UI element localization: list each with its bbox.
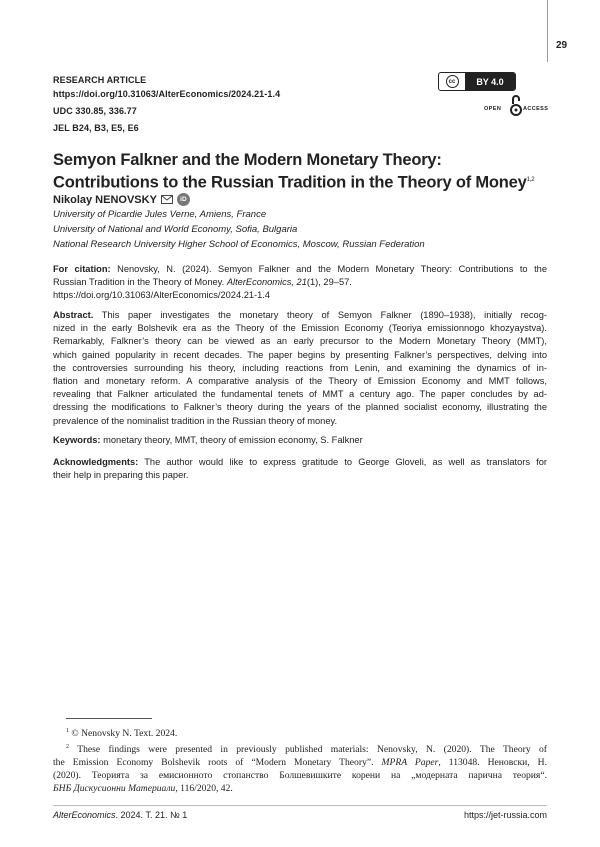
cc-icon: cc [439, 73, 465, 90]
footnote-2-line-3: (2020). Теорията за емисионното стопанство Болшевишките корени на „модерната парична теория“. [53, 770, 547, 782]
citation-journal: AlterEconomics, 21 [226, 277, 307, 288]
affiliation-3: National Research University Higher School of Economics, Moscow, Russian Federation [53, 239, 425, 250]
acknowledgments-label: Acknowledgments: [53, 457, 139, 467]
page-number: 29 [556, 40, 568, 51]
footer-issue: . 2024. Т. 21. № 1 [115, 810, 188, 820]
abstract-line-5: the controversies surrounding his theory, including reactions from Lenin, and examining the dynamics of in- [53, 362, 547, 373]
abstract-line-9: prevalence of the nominalist tradition in the Russian theory of money. [53, 415, 338, 426]
open-access-lock-icon [510, 94, 522, 118]
footnote-2-bnb: БНБ Дискусионни Материали [53, 783, 176, 795]
footnote-1-text: © Nenovsky N. Text. 2024. [71, 728, 178, 740]
footnote-2 [53, 741, 547, 795]
abstract-line-3: Remarkably, Falkner’s theory can be viewed as an early precursor to the Modern Monetary Theory (MMT), [53, 336, 547, 347]
keywords-text: monetary theory, MMT, theory of emission economy, S. Falkner [103, 435, 363, 445]
footer-journal [53, 810, 187, 820]
abstract-line-6: flation and monetary reform. A comparative analysis of the Theory of Emission Economy and MMT follows, [53, 376, 547, 387]
open-access-right: ACCESS [523, 106, 549, 112]
open-access-logo [484, 94, 548, 118]
title-line-2: Contributions to the Russian Tradition in the Theory of Money [53, 173, 527, 192]
acknowledgments-line-1: The author would like to express gratitude to George Gloveli, as well as translators for [144, 457, 548, 467]
email-icon[interactable] [161, 195, 173, 204]
affiliation-2: University of National and World Economy, Sofia, Bulgaria [53, 224, 298, 235]
affiliation-1: University of Picardie Jules Verne, Amiens, France [53, 209, 267, 220]
jel-code: JEL B24, B3, E5, E6 [53, 123, 139, 133]
citation-line-2b: (1), 29–57. [306, 277, 352, 288]
title-footnote-marks: 1,2 [526, 177, 535, 183]
page-number-rule [547, 0, 548, 62]
udc-code: UDC 330.85, 336.77 [53, 106, 137, 116]
citation-line-2a: Russian Tradition in the Theory of Money. [53, 277, 227, 288]
author-line [53, 193, 190, 206]
article-type: RESEARCH ARTICLE [53, 75, 147, 85]
citation-label: For citation: [53, 264, 111, 274]
footnote-2-number: 2 [66, 744, 69, 750]
keywords-block [53, 434, 547, 447]
orcid-icon[interactable]: iD [177, 193, 190, 206]
abstract-line-8: dressing the modifications to Falkner’s theory during the years of the planned socialist economy, illustrating the [53, 402, 547, 413]
footnote-1-number: 1 [66, 728, 69, 734]
cc-by-license-badge[interactable] [438, 72, 516, 91]
footer-url[interactable]: https://jet-russia.com [463, 810, 547, 820]
title-line-1: Semyon Falkner and the Modern Monetary Theory: [53, 151, 442, 169]
footer-rule [53, 805, 547, 806]
abstract-line-4: which gained popularity in recent decades. The paper begins by presenting Falkner’s perspectives, delving into [53, 349, 547, 360]
keywords-label: Keywords: [53, 435, 101, 445]
footnote-2-line-1: These findings were presented in previously published materials: Nenovsky, N. (2020). The Theory of [77, 744, 547, 756]
footnote-2-line-4b: , 116/2020, 42. [175, 783, 233, 795]
article-title [53, 150, 553, 193]
citation-block [53, 263, 547, 303]
abstract-line-1: This paper investigates the monetary theory of Semyon Falkner (1890–1938), initially recog- [101, 310, 547, 320]
acknowledgments-line-2: their help in preparing this paper. [53, 470, 189, 481]
footnote-2-line-2a: the Emission Economy Bolshevik roots of “Modern Monetary Theory”. [53, 757, 382, 769]
abstract-block [53, 309, 547, 428]
doi-link[interactable]: https://doi.org/10.31063/AlterEconomics/2024.21-1.4 [53, 89, 281, 99]
abstract-label: Abstract. [53, 310, 94, 320]
citation-doi-link[interactable]: https://doi.org/10.31063/AlterEconomics/2024.21-1.4 [53, 290, 271, 301]
abstract-line-2: nized in the early Bolshevik era as the Theory of the Emission Economy (Teoriya emissionnogo khozyaystva). [53, 323, 547, 334]
open-access-left: OPEN [484, 106, 502, 112]
citation-line-1: Nenovsky, N. (2024). Semyon Falkner and the Modern Monetary Theory: Contributions to the [117, 264, 547, 274]
author-name: Nikolay NENOVSKY [53, 193, 157, 206]
footnote-1 [53, 725, 547, 740]
acknowledgments-block [53, 456, 547, 482]
footnote-separator [66, 718, 152, 719]
footnote-2-line-2b: , 113048. Неновски, Н. [438, 757, 547, 769]
abstract-line-7: revealing that Falkner articulated the fundamental tenets of MMT a century ago. The paper concludes by ad- [53, 389, 547, 400]
cc-by-label: BY 4.0 [465, 73, 515, 90]
footer-journal-name: AlterEconomics [53, 810, 116, 820]
footnote-2-mpra: MPRA Paper [381, 757, 439, 769]
